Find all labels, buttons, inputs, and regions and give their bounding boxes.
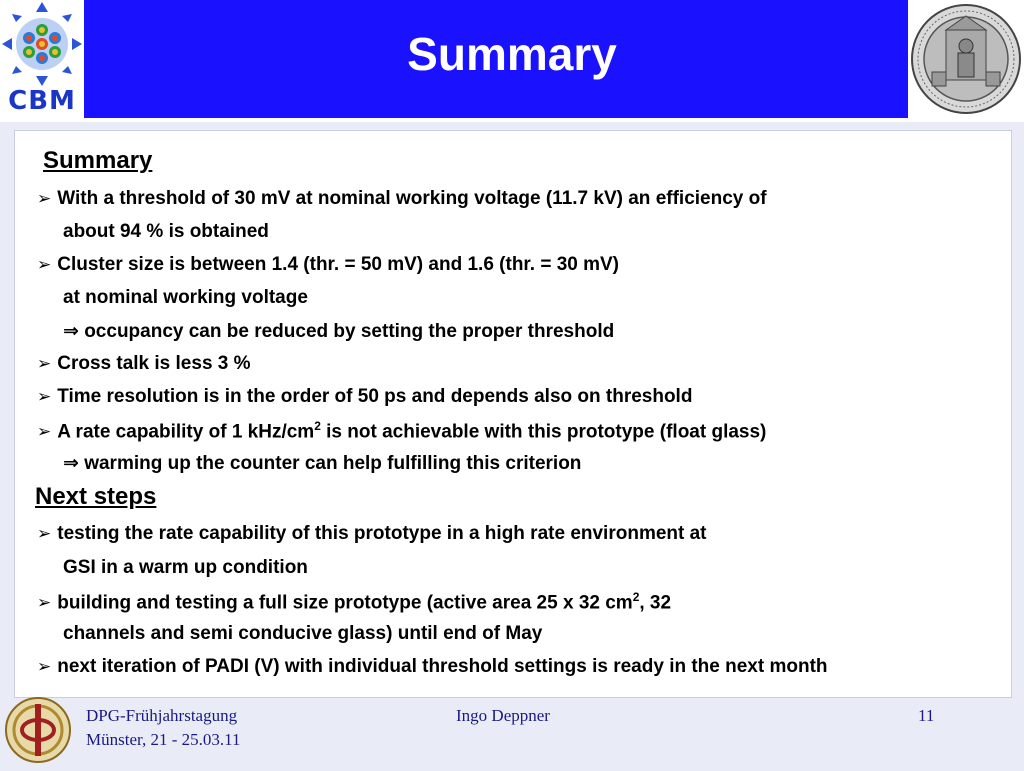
bullet-arrow-icon: ➢ bbox=[37, 189, 52, 208]
bullet-arrow-icon: ➢ bbox=[37, 255, 52, 274]
summary-item-3 bbox=[37, 353, 251, 375]
footer-conference-date: Münster, 21 - 25.03.11 bbox=[86, 730, 241, 749]
summary-item-3-text: Cross talk is less 3 % bbox=[57, 353, 251, 374]
superscript: 2 bbox=[314, 419, 321, 433]
next-item-2-cont: channels and semi conducive glass) until end of May bbox=[63, 623, 543, 644]
implies-icon: ⇒ bbox=[63, 321, 79, 342]
implies-icon: ⇒ bbox=[63, 453, 79, 474]
summary-item-2-cont: at nominal working voltage bbox=[63, 287, 308, 308]
summary-item-2 bbox=[37, 254, 619, 276]
summary-item-4 bbox=[37, 386, 692, 408]
footer-logo bbox=[2, 694, 74, 766]
summary-item-5-conclusion-text: warming up the counter can help fulfilling this criterion bbox=[84, 453, 582, 474]
next-item-1 bbox=[37, 523, 707, 545]
summary-item-2-conclusion-text: occupancy can be reduced by setting the proper threshold bbox=[84, 321, 615, 342]
bullet-arrow-icon: ➢ bbox=[37, 354, 52, 373]
bullet-arrow-icon: ➢ bbox=[37, 387, 52, 406]
summary-item-5 bbox=[37, 419, 766, 443]
footer-page-number: 11 bbox=[918, 706, 935, 725]
next-item-2 bbox=[37, 590, 671, 614]
bullet-arrow-icon: ➢ bbox=[37, 524, 52, 543]
summary-item-1-text: With a threshold of 30 mV at nominal working voltage (11.7 kV) an efficiency of bbox=[57, 188, 767, 209]
next-item-2-text-end: , 32 bbox=[639, 592, 672, 614]
footer-conference bbox=[86, 706, 241, 750]
footer-author: Ingo Deppner bbox=[456, 706, 550, 725]
summary-item-1 bbox=[37, 188, 767, 210]
summary-item-5-text-end: is not achievable with this prototype (float glass) bbox=[320, 421, 767, 443]
heidelberg-seal-icon bbox=[908, 0, 1024, 118]
content-panel bbox=[14, 130, 1012, 698]
bullet-arrow-icon: ➢ bbox=[37, 593, 52, 613]
superscript: 2 bbox=[632, 590, 640, 604]
next-steps-heading: Next steps bbox=[35, 483, 157, 510]
summary-heading: Summary bbox=[43, 147, 153, 174]
bullet-arrow-icon: ➢ bbox=[37, 422, 52, 442]
cbm-logo-text: CBM bbox=[8, 86, 76, 116]
next-item-3-text: next iteration of PADI (V) with individual threshold settings is ready in the next month bbox=[57, 656, 828, 677]
university-seal bbox=[908, 0, 1024, 118]
summary-item-5-conclusion bbox=[63, 452, 581, 475]
summary-item-5-text: A rate capability of 1 kHz/cm bbox=[57, 421, 315, 443]
summary-item-2-conclusion bbox=[63, 320, 614, 343]
summary-item-1-cont: about 94 % is obtained bbox=[63, 221, 269, 242]
bullet-arrow-icon: ➢ bbox=[37, 657, 52, 676]
next-item-1-text: testing the rate capability of this prototype in a high rate environment at bbox=[57, 523, 707, 544]
physics-institute-logo-icon bbox=[2, 694, 74, 766]
slide-title: Summary bbox=[407, 28, 617, 80]
footer-conference-name: DPG-Frühjahrstagung bbox=[86, 706, 238, 725]
next-item-1-cont: GSI in a warm up condition bbox=[63, 557, 308, 578]
summary-item-4-text: Time resolution is in the order of 50 ps and depends also on threshold bbox=[57, 386, 693, 407]
summary-item-2-text: Cluster size is between 1.4 (thr. = 50 mV) and 1.6 (thr. = 30 mV) bbox=[57, 254, 620, 275]
next-item-3 bbox=[37, 656, 828, 678]
header-divider bbox=[0, 118, 1024, 122]
next-item-2-text: building and testing a full size prototype (active area 25 x 32 cm bbox=[57, 592, 633, 614]
